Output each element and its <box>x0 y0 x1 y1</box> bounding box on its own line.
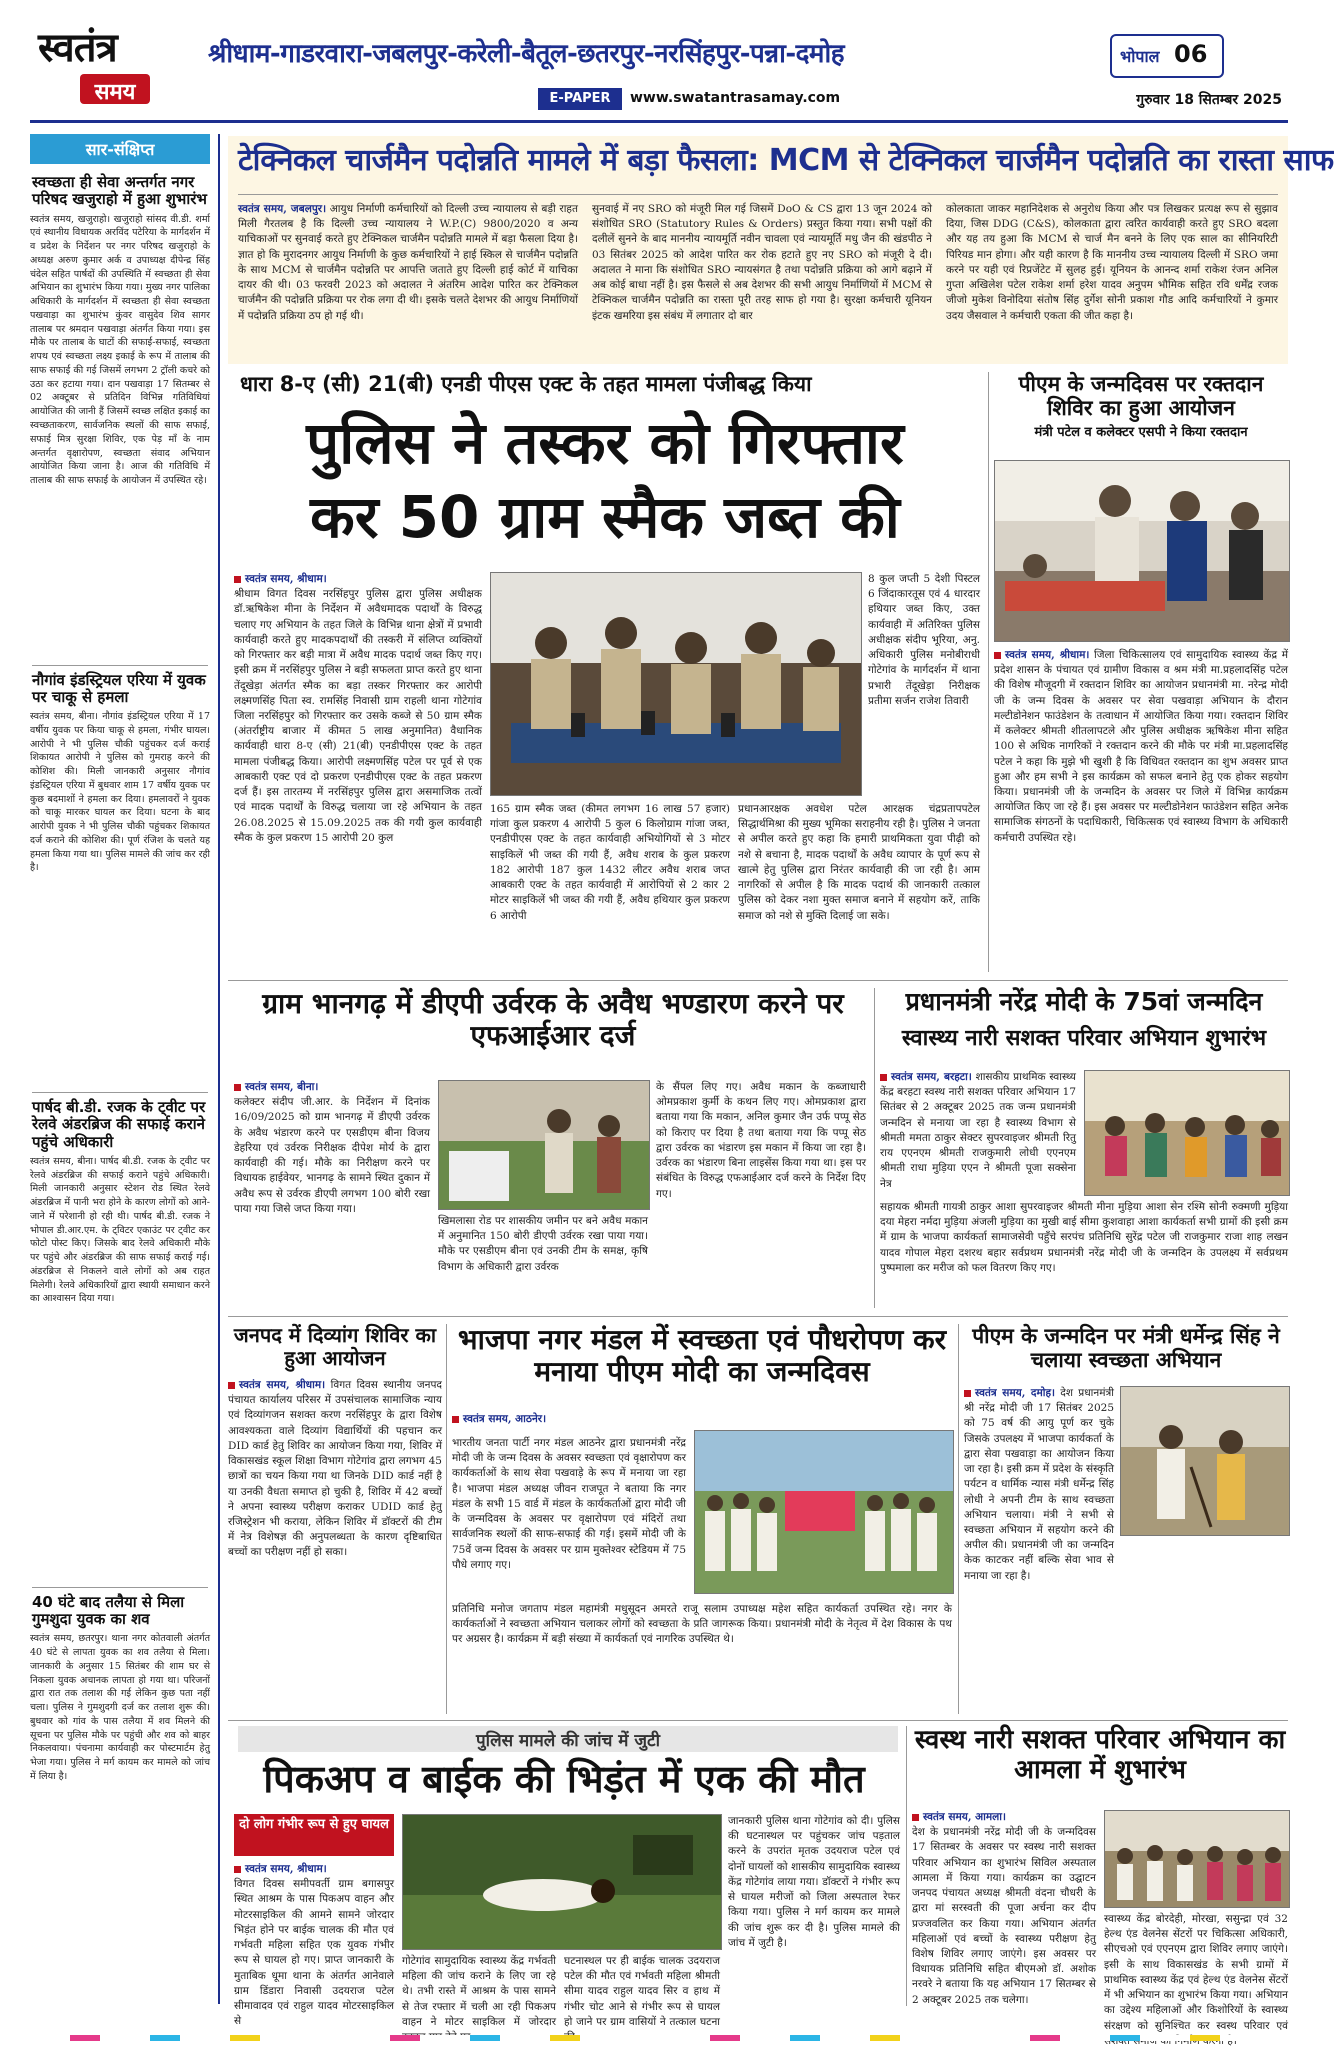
modi-health-story <box>880 988 1288 1308</box>
sidebar-item-body: स्वतंत्र समय, खजुराहो। खजुराहो सांसद वी.डी. शर्मा एवं स्थानीय विधायक अरविंद पटेरिया के मार्गदर्शन में व प्रदेश के निर्देशन पर नगर परिषद खजुराहो के अध्यक्ष अरुण कुमार अर्क व उपाध्यक्ष दीपेन्द्र सिंह चंदेल सहित पार्षदों की उपस्थिति में स्वच्छता ही सेवा अभियान का शुभारंभ किया गया। मुख्य नगर पालिका अधिकारी के मार्गदर्शन में स्वच्छता ही सेवा स्वच्छता पखवाड़ा का शुभारंभ कुंवर वासुदेव शिव सागर तालाब पर श्रमदान पखवाड़ा अंतर्गत किया गया। इस मौके पर तालाब के घाटों की सफाई-सफाई, स्वच्छता शपथ एवं स्वच्छता लक्ष्य इकाई के रूप में तालाब की साफ सफाई की गई जिसमें लगभग 2 ट्रॉली कचरे को उठा कर हटाया गया। दान पखवाड़ा 17 सितम्बर से 02 अक्टूबर से प्रतिदिन विभिन्न गतिविधियां आयोजित की जानी हैं जिसमें स्वच्छ लक्षित इकाई का स्वच्छताकरण, सार्वजनिक स्थलों की साफ सफाई, सफाई मित्र सुरक्षा शिविर, एक पेड़ माँ के नाम अन्तर्गत वृक्षारोपण, स्वच्छता संवाद अभियान आयोजित किया जाना है। आज की गतिविधि में तालाब की साफ सफाई के आयोजन में उपस्थित रहे। <box>30 213 210 487</box>
police-headline-line1: पुलिस ने तस्कर को गिरफ्तार <box>306 409 904 477</box>
police-col3: 8 कुल जप्ती 5 देशी पिस्टल 6 जिंदाकारतूस एवं 4 धारदार हथियार जब्त किए, उक्त कार्यवाही में अतिरिक्त पुलिस अधीक्षक संदीप भूरिया, अनु. अधिकारी पुलिस मनोबीराधी गोटेगांव के मार्गदर्शन में थाना प्रभारी तेंदूखेड़ा निरीक्षक प्रतीमा सर्जन राजेश तिवारी <box>868 573 980 707</box>
blood-body-text: जिला चिकित्सालय एवं सामुदायिक स्वास्थ्य केंद्र में प्रदेश शासन के पंचायत एवं ग्रामीण विकास व श्रम मंत्री मा.प्रहलादसिंह पटेल की विशेष मौजूदगी में रक्तदान शिविर का आयोजन प्रधानमंत्री मा. नरेन्द्र मोदी जी के जन्म दिवस के अवसर पर सेवा पखवाड़ा अभियान के दौरान मल्टीडोनेशन फाउंडेशन के तत्वाधान में आयोजित किया गया। रक्तदान शिविर में कलेक्टर श्रीमती शीतलापटले और पुलिस अधीक्षक ऋषिकेश मीना सहित 100 से अधिक नागरिकों ने रक्तदान करने की मौके पर मंत्री मा.प्रहलादसिंह पटेल ने कहा कि मुझे भी खुशी है कि विधिवत रक्तदान का शुभ अवसर प्राप्त हुआ और हम सभी ने इस कार्यक्रम को सफल बनाने हेतु एक होकर सहयोग किया। प्रधानमंत्री जी के जन्मदिन के अवसर पर जिले में विभिन्न कार्यक्रम आयोजित किए जा रहे हैं। इस अवसर पर मल्टीडोनेशन फाउंडेशन सहित अनेक सामाजिक संगठनों के पदाधिकारी, चिकित्सक एवं स्वास्थ्य विभाग के अधिकारी कर्मचारी उपस्थित रहे। <box>994 649 1288 844</box>
police-col2: 165 ग्राम स्मैक जब्त (कीमत लगभग 16 लाख 57 हजार) गांजा कुल प्रकरण 4 आरोपी 5 कुल 6 किलोग्राम गांजा जब्त, एनडीपीएस एक्ट के तहत कार्यवाही अभियोगियों से 3 मोटर साइकिलें भी जब्त की गयी हैं, अवैध शराब के कुल प्रकरण 182 आरोपी 187 कुल 1432 लीटर अवैध शराब जप्त आबकारी एक्ट के तहत कार्यवाही में आरोपियों से 2 कार 2 मोटर साइकिलें भी जब्त की गयी हैं, अवैध हथियार कुल प्रकरण 6 आरोपी <box>490 803 730 922</box>
accident-headline: पिकअप व बाईक की भिड़ंत में एक की मौत <box>263 1757 865 1801</box>
lead-headline: टेक्निकल चार्जमैन पदोन्नति मामले में बड़ा फैसला: MCM से टेक्निकल चार्जमैन पदोन्नति का रास्ता साफ <box>238 143 1334 178</box>
page-number: 06 <box>1174 40 1208 68</box>
fertilizer-story <box>228 988 868 1308</box>
logo-top-text: स्वतंत्र <box>38 24 117 71</box>
blood-headline: पीएम के जन्मदिवस पर रक्तदान शिविर का हुआ आयोजन <box>1018 372 1264 421</box>
amla-col1 <box>912 1810 1096 2004</box>
fertilizer-col3: के सैंपल लिए गए। अवैध मकान के कब्जाधारी ओमप्रकाश कुर्मी के कथन लिए गए। ओमप्रकाश द्वारा बताया गया कि मकान, अनिल कुमार जैन उर्फ पप्पू सेठ को किराए पर दिया है तथा बताया गया कि पप्पू सेठ द्वारा उर्वरक का भंडारण इस मकान में किया जा रहा है। उर्वरक का भंडारण बिना लाइसेंस किया गया था। इस पर संबंधित के विरुद्ध एफआईआर दर्ज करने के निर्देश दिए गए। <box>656 1081 866 1200</box>
dharmendra-photo <box>1120 1386 1290 1536</box>
dharmendra-story <box>964 1324 1288 1714</box>
bjp-story <box>452 1324 952 1714</box>
bjp-byline: स्वतंत्र समय, आठनेर। <box>463 1413 547 1425</box>
epaper-label: E-PAPER <box>538 88 622 110</box>
amla-col1-text: देश के प्रधानमंत्री नरेंद्र मोदी जी के जन्मदिवस 17 सितम्बर के अवसर पर स्वस्थ नारी सशक्त परिवार अभियान का शुभारंभ सिविल अस्पताल आमला में किया गया। कार्यक्रम का उद्घाटन जनपद पंचायत अध्यक्ष श्रीमती वंदना चौधरी के द्वारा मां सरस्वती की पूजा अर्चना कर दीप प्रज्जवलित कर किया गया। अभियान अंतर्गत महिलाओं एवं बच्चों के स्वास्थ्य परीक्षण हेतु विशेष शिविर लगाए जाएंगे। इस अवसर पर विधायक प्रतिनिधि सहित बीएमओ डॉ. अशोक नरवरे ने बताया कि यह अभियान 17 सितम्बर से 2 अक्टूबर 2025 तक चलेगा। <box>912 1826 1096 2006</box>
blood-body <box>994 648 1288 966</box>
modi-health-col1-text: शासकीय प्राथमिक स्वास्थ्य केंद्र बरहटा स्वस्थ नारी सशक्त परिवार अभियान 17 सितंबर से 2 अक्टूबर 2025 तक जन्म प्रधानमंत्री जन्मदिन से मनाया जा रहा है स्वास्थ्य विभाग से श्रीमती ममता ठाकुर सेक्टर सुपरवाइजर श्रीमती रितु राय एएनएम श्रीमती राजकुमारी लोधी एएनएम श्रीमती राधा मुड़िया एएन ने श्रीमती पूजा सक्सेना नेत्र <box>880 1071 1077 1190</box>
masthead-logo <box>38 24 188 120</box>
accident-story <box>228 1726 900 2028</box>
police-col1-text: श्रीधाम विगत दिवस नरसिंहपुर पुलिस द्वारा पुलिस अधीक्षक डॉ.ऋषिकेश मीना के निर्देशन में अवैधमादक पदार्थों के विरुद्ध चलाए गए अभियान के तहत जिले के विभिन्न थाना क्षेत्रों में प्रभावी कार्यवाही करते हुए मादकपदार्थों की तस्करी में संलिप्त व्यक्तियों को गिरफ्तार कर बड़ी मात्रा में अवैध मादक पदार्थ जब्त किए गए। इसी क्रम में नरसिंहपुर पुलिस ने बड़ी सफलता प्राप्त करते हुए थाना तेंदूखेड़ा अंतर्गत स्मैक का बड़ा तस्कर गिरफ्तार कर आरोपी लक्ष्मणसिंह पिता स्व. रामसिंह निवासी ग्राम राहली थाना गोटेगांव जिला नरसिंहपुर को गिरफ्तार कर उसके कब्जे से 50 ग्राम स्मैक (अंतर्राष्ट्रीय बाजार में कीमत 5 लाख अनुमानित) वैधानिक कार्यवाही धारा 8-ए (सी) 21(बी) एनडीपीएस एक्ट के तहत मामला पंजीबद्ध किया। आरोपी लक्ष्मणसिंह पटेल पर पूर्व से एक आबकारी एक्ट एवं दो प्रकरण एनडीपीएस एक्ट के तहत प्रकरण दर्ज हैं। इस तारतम्य में नरसिंहपुर पुलिस द्वारा असमाजिक तत्वों एवं मादक पदार्थों के विरुद्ध चलाया जा रहे अभियान के तहत 26.08.2025 से 15.09.2025 तक की गयी कुल कार्यवाही स्मैक के कुल प्रकरण 15 आरोपी 20 कुल <box>234 588 482 844</box>
sidebar-item-title: नौगांव इंडस्ट्रियल एरिया में युवक पर चाकू से हमला <box>32 665 208 707</box>
sidebar-header: सार-संक्षिप्त <box>30 134 210 164</box>
sidebar-item-body: स्वतंत्र समय, बीना। पार्षद बी.डी. रजक के ट्वीट पर रेलवे अंडरब्रिज की सफाई कराने पहुंचे अधिकारी। मिली जानकारी अनुसार स्टेशन रोड स्थित रेलवे अंडरब्रिज में पानी भरा होने के कारण लोगों को आने-जाने में परेशानी हो रही थी। पार्षद बी.डी. रजक ने भोपाल डी.आर.एम. के ट्विटर एकाउंट पर ट्वीट कर फोटो पोस्ट किए। जिसके बाद रेलवे अधिकारी मौके पर पहुंचे और अंडरब्रिज की साफ सफाई कराई गई। अंडरब्रिज से निकलने वाले लोगों को अब राहत मिलेगी। रेलवे अधिकारियों द्वारा स्थायी समाधान करने का आश्वासन दिया गया। <box>30 1155 210 1305</box>
accident-col4: जानकारी पुलिस थाना गोटेगांव को दी। पुलिस की घटनास्थल पर पहुंचकर जांच पड़ताल करने के उपरांत मृतक उदयराज पटेल एवं दोनों घायलों को शासकीय सामुदायिक स्वास्थ्य केंद्र गोटेगांव लाया गया। डॉक्टरों ने गंभीर रूप से घायल मरीजों को जिला अस्पताल रेफर किया गया। पुलिस ने मर्ग कायम कर मामले की जांच शुरू कर दी है। पुलिस मामले की जांच में जुटी है। <box>728 1815 900 1949</box>
modi-health-byline: स्वतंत्र समय, बरहटा। <box>891 1071 972 1083</box>
amla-headline: स्वस्थ नारी सशक्त परिवार अभियान का आमला में शुभारंभ <box>914 1725 1286 1785</box>
dharmendra-body-top <box>964 1386 1114 1582</box>
sidebar-item-body: स्वतंत्र समय, बीना। नौगांव इंडस्ट्रियल एरिया में 17 वर्षीय युवक पर किया चाकू से हमला, गंभीर घायल। आरोपी ने भी पुलिस चौकी पहुंचकर दर्ज कराई शिकायत आरोपी ने पुलिस को गुमराह करने की कोशिश की। मिली जानकारी अनुसार नौगांव इंडस्ट्रियल एरिया में बुधवार शाम 17 वर्षीय युवक पर कुछ बदमाशों ने हमला कर दिया। हमलावरों ने युवक को चाकू मारकर घायल कर दिया। घटना के बाद आरोपी युवक ने भी पुलिस चौकी पहुंचकर शिकायत दर्ज कराने की कोशिश की। पूर्ण रंजिश के चलते यह हमला किया गया था। पुलिस मामले की जांच कर रही है। <box>30 711 210 874</box>
bjp-col1: भारतीय जनता पार्टी नगर मंडल आठनेर द्वारा प्रधानमंत्री नरेंद्र मोदी जी के जन्म दिवस के अवसर स्वच्छता एवं वृक्षारोपण कर कार्यकर्ताओं के साथ सेवा पखवाड़े के रूप में मनाया जा रहा है। भाजपा मंडल अध्यक्ष जीवन राजपूत ने बताया कि नगर मंडल के सभी 15 वार्ड में मंडल के कार्यकर्ताओं द्वारा मोदी जी के जन्मदिवस के अवसर पर वृक्षारोपण एवं मंदिरों तथा सार्वजनिक स्थलों की साफ-सफाई की गई। इसमें मोदी जी के 75वें जन्म दिवस के अवसर पर ग्राम मुक्तेश्वर स्टेडियम में 75 पौधे लगाए गए। <box>452 1437 686 1571</box>
disabled-camp-body <box>228 1378 442 1698</box>
modi-health-photo <box>1084 1070 1290 1196</box>
accident-banner <box>238 1726 898 1752</box>
bjp-headline: भाजपा नगर मंडल में स्वच्छता एवं पौधरोपण कर मनाया पीएम मोदी का जन्मदिवस <box>457 1323 947 1389</box>
lead-col3: कोलकाता जाकर महानिदेशक से अनुरोध किया और पत्र लिखकर प्रत्यक्ष रूप से सुझाव दिया, जिस DDG (C&S), कोलकाता द्वारा त्वरित कार्यवाही करते हुए SRO बदला और यह तय हुआ कि MCM से चार्ज मैन बनने के लिए एक साल का सीनियरिटी पिरियड मान होगा। और यही कारण है कि माननीय उच्च न्यायालय दिल्ली में SRO जमा करने पर यही एवं रिप्रजेंटेट में सुलह हुई। यूनियन के आनन्द शर्मा राकेश रंजन अनिल गुप्ता अखिलेश पटेल राकेश शर्मा हरेश यादव अनुपम भौमिक सहित रवि धर्मेंद्र रजक जीजो मुकेश विनोदिया संतोष सिंह दुर्गेश सोनी प्रकाश गौड आदि कर्मचारियों ने कुमार उदय जैसवाल ने कर्मचारी एकता की जीत कहा है। <box>946 203 1278 322</box>
accident-col2: गोटेगांव सामुदायिक स्वास्थ्य केंद्र गर्भवती महिला की जांच कराने के लिए जा रहे थे। तभी रास्ते में आश्रम के पास सामने से तेज रफ्तार में चली आ रही पिकअप वाहन ने मोटर साइकिल में जोरदार <box>402 1955 556 2028</box>
lead-col1 <box>238 202 578 352</box>
bjp-byline-row <box>452 1412 752 1428</box>
accident-photo <box>402 1814 722 1950</box>
bjp-col2: प्रतिनिधि मनोज जगताप मंडल महामंत्री मधुसूदन अमरते राजू सलाम उपाध्यक्ष महेश सहित कार्यकर्ता उपस्थित रहे। नगर के कार्यकर्ताओं ने स्वच्छता अभियान चलाकर लोगों को स्वच्छता के प्रति जागरूक किया। प्रधानमंत्री मोदी के नेतृत्व में देश विकास के पथ पर अग्रसर है। कार्यक्रम में बड़ी संख्या में कार्यकर्ता एवं नागरिक उपस्थित थे। <box>452 1603 952 1646</box>
police-col1 <box>234 572 482 967</box>
masthead-cities: श्रीधाम-गाडरवारा-जबलपुर-करेली-बैतूल-छतरपुर-नरसिंहपुर-पन्ना-दमोह <box>208 39 845 69</box>
police-headline-line2: कर 50 ग्राम स्मैक जब्त की <box>310 483 900 551</box>
dharmendra-body-text: देश प्रधानमंत्री श्री नरेंद्र मोदी जी 17 सितंबर 2025 को 75 वर्ष की आयु पूर्ण कर चुके जिसके उपलक्ष्य में भाजपा कार्यकर्ता के द्वारा सेवा पखवाड़ा का आयोजन किया जा रहा है। इसी क्रम में प्रदेश के संस्कृति पर्यटन व धार्मिक न्यास मंत्री धर्मेन्द्र सिंह लोधी ने अपनी टीम के साथ स्वच्छता अभियान चलाया। मंत्री ने सभी से स्वच्छता अभियान में सहयोग करने की अपील की। प्रधानमंत्री जी का जन्मदिन केक काटकर नहीं बल्कि सेवा भाव से मनाया जा रहा है। <box>964 1387 1114 1582</box>
bjp-group-photo <box>694 1430 954 1594</box>
police-col4: प्रधानआरक्षक अवधेश पटेल आरक्षक चंद्रप्रतापपटेल सिद्धार्थमिश्रा की मुख्य भूमिका सराहनीय रही है। पुलिस ने जनता से अपील करते हुए कहा कि हमारी प्राथमिकता युवा पीढ़ी को नशे से बचाना है, मादक पदार्थों के अवैध व्यापार के पूर्ण रूप से खात्मे हेतु पुलिस द्वारा निरंतर कार्यवाही की जा रही है। आम नागरिकों से अपील है कि मादक पदार्थ की जानकारी तत्काल पुलिस को देकर नशा मुक्त समाज बनाने में सहयोग करें, ताकि समाज को नशे से मुक्ति दिलाई जा सके। <box>738 803 980 922</box>
police-kicker: धारा 8-ए (सी) 21(बी) एनडी पीएस एक्ट के तहत मामला पंजीबद्ध किया <box>240 372 812 396</box>
accident-byline: स्वतंत्र समय, श्रीधाम। <box>245 1863 327 1875</box>
fertilizer-col1 <box>234 1080 430 1306</box>
edition-box <box>1110 34 1224 78</box>
police-press-photo <box>490 572 862 796</box>
edition-label: भोपाल <box>1120 47 1160 66</box>
disabled-camp-headline: जनपद में दिव्यांग शिविर का हुआ आयोजन <box>233 1323 437 1370</box>
disabled-camp-byline: स्वतंत्र समय, श्रीधाम। <box>239 1379 326 1391</box>
modi-health-col1 <box>880 1070 1076 1194</box>
accident-redbox-text: दो लोग गंभीर रूप से हुए घायल <box>239 1817 389 1832</box>
fertilizer-byline: स्वतंत्र समय, बीना। <box>245 1081 319 1093</box>
lead-story <box>228 136 1334 364</box>
logo-bottom-text: समय <box>94 80 136 105</box>
police-story <box>228 372 982 972</box>
sidebar-item-body: स्वतंत्र समय, छतरपुर। थाना नगर कोतवाली अंतर्गत 40 घंटे से लापता युवक का शव तलैया से मिला। जानकारी के अनुसार 15 सितंबर की शाम घर से निकला युवक अचानक लापता हो गया था। परिजनों द्वारा रात तक तलाश की गई लेकिन कुछ पता नहीं चला। पुलिस ने गुमशुदगी दर्ज कर तलाश शुरू की। बुधवार को गांव के पास तलैया में शव मिलने की सूचना पर पुलिस मौके पर पहुंची और शव को बाहर निकलवाया। पंचनामा कार्यवाही कर पोस्टमार्टम हेतु भेजा गया। पुलिस ने मर्ग कायम कर मामले को जांच में लिया है। <box>30 1633 210 1782</box>
blood-donation-story <box>994 372 1288 972</box>
lead-col1-text: आयुध निर्माणी कर्मचारियों को दिल्ली उच्च न्यायालय से बड़ी राहत मिली गैरतलब है कि दिल्ली उच्च न्यायालय ने W.P.(C) 9800/2020 व अन्य याचिकाओं पर सुनवाई करते हुए टेक्निकल चार्जमैन पदोन्नति मामले में बड़ा फैसला दिया है। ज्ञात हो कि मुरादनगर आयुध निर्माणी के कुछ कर्मचारियों ने हाई स्किल से चार्जमैन पदोन्नति के साथ MCM से चार्जमैन पदोन्नति पर आपत्ति जताते हुए दिल्ली हाई कोर्ट में याचिका दायर की थी। 03 फरवरी 2023 को अदालत ने अंतरिम आदेश पारित कर टेक्निकल चार्जमैन की पदोन्नति प्रक्रिया पर रोक लगा दी थी। इसके चलते देशभर की आयुध निर्माणियों में पदोन्नति प्रक्रिया ठप हो गई थी। <box>238 203 578 322</box>
fertilizer-col2: खिमलासा रोड पर शासकीय जमीन पर बने अवैध मकान में अनुमानित 150 बोरी डीएपी उर्वरक रखा पाया गया। मौके पर एसडीएम बीना एवं उनकी टीम के समक्ष, कृषि विभाग के अधिकारी द्वारा उर्वरक <box>438 1215 648 1273</box>
issue-date: गुरुवार 18 सितम्बर 2025 <box>1136 92 1282 108</box>
dharmendra-headline: पीएम के जन्मदिन पर मंत्री धर्मेन्द्र सिंह ने चलाया स्वच्छता अभियान <box>972 1324 1280 1373</box>
epaper-bar <box>538 88 1288 110</box>
lead-col2: सुनवाई में नए SRO को मंजूरी मिल गई जिसमें DoO & CS द्वारा 13 जून 2024 को संशोधित SRO (Statutory Rules & Orders) प्रस्तुत किया गया। सभी पक्षों की दलीलें सुनने के बाद माननीय न्यायमूर्ति नवीन चावला एवं न्यायमूर्ति मधु जैन की खंडपीठ ने 03 सितंबर 2025 को आदेश पारित कर रोक हटाते हुए नए SRO को मंजूरी दे दी। अदालत ने माना कि संशोधित SRO न्यायसंगत है तथा पदोन्नति प्रक्रिया को आगे बढ़ाने में अब कोई बाधा नहीं है। इस फैसले से अब देशभर की सभी आयुध निर्माणियों में MCM से टेक्निकल चार्जमैन पदोन्नति का रास्ता पूरी तरह साफ हो गया है। सुरक्षा कर्मचारी यूनियन इंटक खमरिया इस संबंध में लगातार दो बार <box>592 203 932 322</box>
modi-health-col2: सहायक श्रीमती गायत्री ठाकुर आशा सुपरवाइजर श्रीमती मीना मुड़िया आशा सेन रश्मि सोनी रुक्मणी मुड़िया दया मेहरा नर्मदा मुड़िया अंजली मुड़िया का मुखी बाई सीमा कुशवाहा आशा कार्यकर्ता सभी ग्रामों की इसी क्रम में ग्राम के भाजपा कार्यकर्ता सामाजसेवी पहुँचे सरपंच प्रतिनिधि सुरेंद्र पटेल जी राजकुमार राजा शाह लखन यादव गोपाल मेहरा दशरथ बहार सर्वप्रथम प्रधानमंत्री नरेंद्र मोदी जी के जन्मदिन के उपलक्ष्य में सर्वप्रथम पुष्पमाला कर मरीज को फल वितरण किए गए। <box>880 1201 1288 1274</box>
dharmendra-byline: स्वतंत्र समय, दमोह। <box>975 1387 1056 1399</box>
modi-health-headline: प्रधानमंत्री नरेंद्र मोदी के 75वां जन्मदिन <box>905 987 1263 1016</box>
blood-donation-photo <box>994 460 1290 642</box>
amla-col2: स्वास्थ्य केंद्र बोरदेही, मोरखा, ससुन्द्रा एवं 32 हेल्थ एंड वेलनेस सेंटरों पर चिकित्सा अधिकारी, सीएचओ एवं एएनएम द्वारा शिविर लगाए जाएंगे। इसी के साथ विकासखंड के सभी ग्रामों में प्राथमिक स्वास्थ्य केंद्र एवं हेल्थ एंड वेलनेस सेंटरों में भी अभियान का शुभारंभ किया गया। अभियान का उद्देश्य महिलाओं और किशोरियों के स्वास्थ्य संरक्षण को सुनिश्चित कर स्वस्थ परिवार एवं <box>1104 1913 1288 2032</box>
modi-health-subhead: स्वास्थ्य नारी सशक्त परिवार अभियान शुभारंभ <box>901 1026 1267 1051</box>
fertilizer-headline: ग्राम भानगढ़ में डीएपी उर्वरक के अवैध भण्डारण करने पर एफआईआर दर्ज <box>262 987 844 1053</box>
accident-col1 <box>234 1862 394 2028</box>
amla-byline: स्वतंत्र समय, आमला। <box>923 1811 1006 1823</box>
fertilizer-col1-text: कलेक्टर संदीप जी.आर. के निर्देशन में दिनांक 16/09/2025 को ग्राम भानगढ़ में डीएपी उर्वरक के अवैध भंडारण करने पर एसडीएम बीना विजय डेहरिया एवं उर्वरक निरीक्षक दीपेश मोर्य के द्वारा कार्यवाही की गई। मौके का निरीक्षण करने पर विधायक हाईवेयर, भानगढ़ के सामने स्थित दुकान में अवैध रूप से उर्वरक डीएपी लगभग 100 बोरी रखा पाया गया जिसे जप्त किया गया। <box>234 1096 430 1215</box>
accident-col1-text: विगत दिवस समीपवर्ती ग्राम बगासपुर स्थित आश्रम के पास पिकअप वाहन और मोटरसाइकिल की आमने सामने जोरदार भिड़ंत होने पर बाईक चालक की मौत एवं गर्भवती महिला सहित एक युवक गंभीर रूप से घायल हो गए। प्राप्त जानकारी के मुताबिक धूमा थाना के अंतर्गत आनेवाले ग्राम डिंडारा निवासी उदयराज पटेल सीमावादव एवं राहुल यादव मोटरसाइकिल से <box>234 1878 394 2028</box>
masthead <box>30 24 1288 128</box>
accident-col3: घटनास्थल पर ही बाईक चालक उदयराज पटेल की मौत एवं गर्भवती महिला श्रीमती सीमा यादव राहुल यादव सिर व हाथ में गंभीर चोट आने से गंभीर रूप से घायल हो जाने पर ग्राम वासियों ने तत्काल घटना <box>564 1955 720 2028</box>
amla-story <box>912 1725 1288 2032</box>
accident-banner-text: पुलिस मामले की जांच में जुटी <box>476 1731 660 1751</box>
lead-byline: स्वतंत्र समय, जबलपुर। <box>238 203 327 215</box>
sidebar <box>30 134 210 2004</box>
fertilizer-photo <box>438 1080 650 1210</box>
police-byline: स्वतंत्र समय, श्रीधाम। <box>245 573 327 585</box>
disabled-camp-body-text: विगत दिवस स्थानीय जनपद पंचायत कार्यालय परिसर में उपसंचालक सामाजिक न्याय एवं दिव्यांगजन सशक्त करण नरसिंहपुर के द्वारा विशेष आवश्यकता वाले दिव्यांग विद्यार्थियों की पहचान कर DID कार्ड हेतु शिविर का आयोजन किया गया, शिविर में विकासखंड स्कूल शिक्षा विभाग गोटेगांव द्वारा लगभग 45 छात्रों का चयन किया गया था जिनके DID कार्ड नहीं है या उनकी वैधता समाप्त हो चुकी है, शिविर में 42 बच्चों ने अपना स्वास्थ्य परीक्षण कराकर UDID कार्ड हेतु रजिस्ट्रेशन भी कराया, लेकिन शिविर में डॉक्टरों की टीम में नेत्र विशेषज्ञ की अनुपलब्धता के कारण दृष्टिबाधित बच्चों का परीक्षण नहीं हो सका। <box>228 1379 442 1559</box>
website-link[interactable]: www.swatantrasamay.com <box>630 90 841 106</box>
sidebar-item-title: स्वच्छता ही सेवा अन्तर्गत नगर परिषद खजुराहो में हुआ शुभारंभ <box>32 173 207 209</box>
blood-subhead: मंत्री पटेल व कलेक्टर एसपी ने किया रक्तदान <box>1034 425 1248 441</box>
amla-photo <box>1104 1810 1290 1908</box>
sidebar-item-title: पार्षद बी.डी. रजक के ट्वीट पर रेलवे अंडरब्रिज की सफाई कराने पहुंचे अधिकारी <box>32 1092 208 1151</box>
blood-byline: स्वतंत्र समय, श्रीधाम। <box>1005 649 1090 661</box>
disabled-camp-story <box>228 1324 442 1714</box>
accident-redbox <box>234 1814 394 1856</box>
sidebar-item-title: 40 घंटे बाद तलैया से मिला गुमशुदा युवक का शव <box>32 1587 208 1629</box>
bottom-registration-strip <box>30 2026 1288 2032</box>
